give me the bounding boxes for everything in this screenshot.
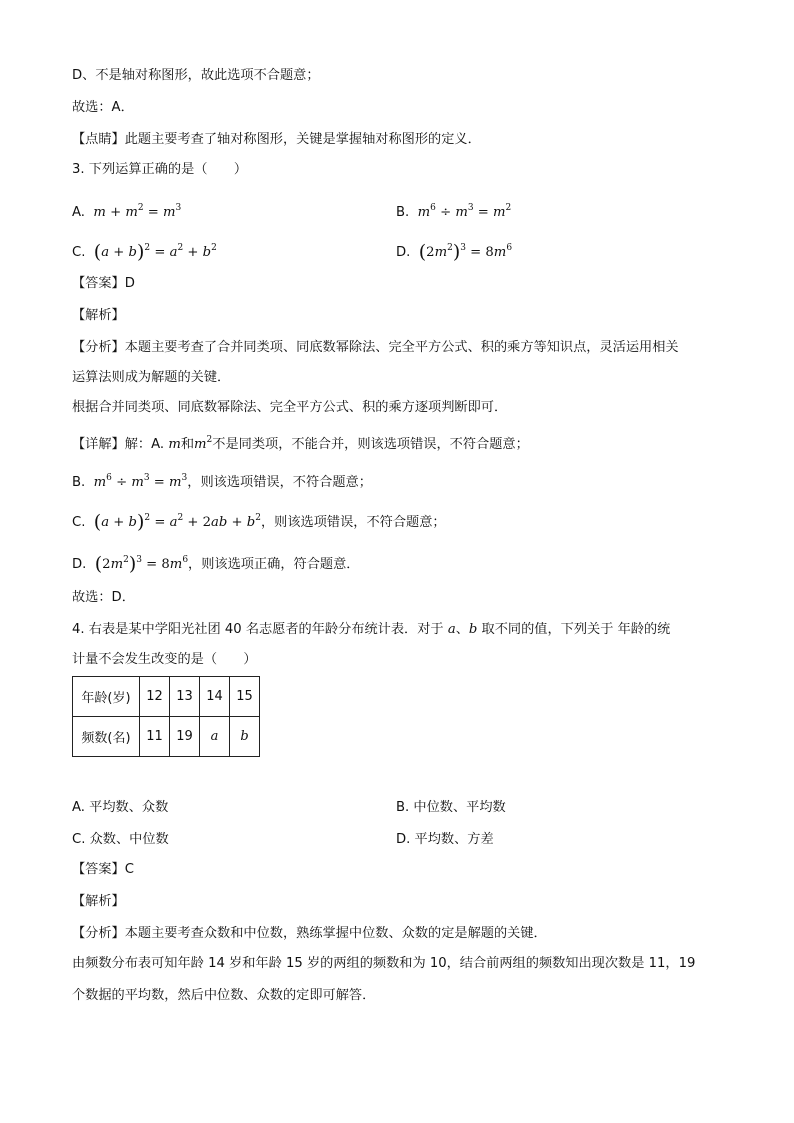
q3-fenxi-line-1: 【分析】本题主要考查了合并同类项、同底数幂除法、完全平方公式、积的乘方等知识点，灵活运用相关 xyxy=(72,340,679,355)
q3-option-a-label: A. xyxy=(72,205,85,220)
q3-option-c xyxy=(72,238,217,263)
table-header-age: 年龄(岁) xyxy=(73,677,140,717)
q3-detail-d-expr: $(2m^2)^3 = 8m^6$ xyxy=(94,553,189,575)
q3-answer: 【答案】D xyxy=(72,276,135,291)
q3-detail-d-rest: ，则该选项正确，符合题意． xyxy=(188,557,360,572)
prev-comment: 【点睛】此题主要考查了轴对称图形，关键是掌握轴对称图形的定义． xyxy=(72,132,481,147)
q4-option-a: A. 平均数、众数 xyxy=(72,800,169,815)
table-row xyxy=(73,677,260,717)
q3-detail-b-label: B. xyxy=(72,475,86,490)
table-cell: 15 xyxy=(230,677,260,717)
q3-detail-a-and: 和 xyxy=(180,437,195,452)
q3-detail-d-label: D. xyxy=(72,557,87,572)
prev-choice: 故选：A． xyxy=(72,100,134,115)
prev-line-d: D、不是轴对称图形，故此选项不合题意； xyxy=(72,68,320,83)
q3-detail-d xyxy=(72,550,359,575)
q3-option-a-expr: $m + m^2 = m^3$ xyxy=(93,203,182,220)
q4-answer: 【答案】C xyxy=(72,862,134,877)
table-cell: 19 xyxy=(170,717,200,757)
q4-stem-rest: 取不同的值，下列关于 年龄的统 xyxy=(481,622,671,637)
table-cell: 14 xyxy=(200,677,230,717)
q3-option-a xyxy=(72,198,181,223)
q3-option-b xyxy=(396,198,511,223)
q3-analysis-heading: 【解析】 xyxy=(72,308,125,323)
q4-stem-text: 4. 右表是某中学阳光社团 40 名志愿者的年龄分布统计表．对于 xyxy=(72,622,444,637)
table-cell: 13 xyxy=(170,677,200,717)
q3-option-d xyxy=(396,238,512,263)
q3-detail-c-label: C. xyxy=(72,515,86,530)
q3-detail-b xyxy=(72,468,372,493)
table-cell: 11 xyxy=(140,717,170,757)
q4-option-d: D. 平均数、方差 xyxy=(396,832,494,847)
q3-stem: 3. 下列运算正确的是（ ） xyxy=(72,162,248,177)
q4-stem-sep: 、 xyxy=(455,622,469,637)
q3-detail-a xyxy=(72,430,529,455)
q3-detail-a-prefix: 【详解】解：A. xyxy=(72,437,165,452)
q3-option-b-label: B. xyxy=(396,205,410,220)
table-row xyxy=(73,717,260,757)
q3-option-c-label: C. xyxy=(72,245,86,260)
table-cell: 12 xyxy=(140,677,170,717)
q4-option-c: C. 众数、中位数 xyxy=(72,832,169,847)
table-cell: a xyxy=(200,717,230,757)
q4-stem-var-b: b xyxy=(468,622,478,637)
q4-reason-line-2: 个数据的平均数，然后中位数、众数的定即可解答． xyxy=(72,988,376,1003)
age-frequency-table xyxy=(72,676,260,757)
q3-detail-a-term1: m xyxy=(168,437,181,452)
q3-detail-b-rest: ，则该选项错误，不符合题意； xyxy=(187,475,372,490)
q3-option-b-expr: $m^6 \div m^3 = m^2$ xyxy=(417,203,512,220)
q4-option-b: B. 中位数、平均数 xyxy=(396,800,506,815)
q4-stem-line-1 xyxy=(72,620,670,640)
table-cell: b xyxy=(230,717,260,757)
q3-option-d-expr: $(2m^2)^3 = 8m^6$ xyxy=(418,241,513,263)
q3-option-c-expr: $(a + b)^2 = a^2 + b^2$ xyxy=(93,241,217,263)
q3-detail-c-rest: ，则该选项错误，不符合题意； xyxy=(260,515,446,530)
q3-detail-c-expr: $(a + b)^2 = a^2 + 2ab + b^2$ xyxy=(93,511,261,533)
q4-stem-line-2: 计量不会发生改变的是（ ） xyxy=(72,652,257,667)
q3-detail-a-rest: 不是同类项，不能合并，则该选项错误，不符合题意； xyxy=(212,437,529,452)
q3-fenxi-line-2: 运算法则成为解题的关键． xyxy=(72,370,231,385)
q3-detail-c xyxy=(72,508,446,533)
q3-choice: 故选：D． xyxy=(72,590,135,605)
q4-stem-var-a: a xyxy=(447,622,456,637)
q4-reason-line-1: 由频数分布表可知年龄 14 岁和年龄 15 岁的两组的频数和为 10，结合前两组的频数知出现次数是 11，19 xyxy=(72,956,696,971)
q3-option-d-label: D. xyxy=(396,245,411,260)
table-header-frequency: 频数(名) xyxy=(73,717,140,757)
q3-detail-a-term2: $m^2$ xyxy=(194,435,213,452)
q4-analysis-heading: 【解析】 xyxy=(72,894,125,909)
q3-method: 根据合并同类项、同底数幂除法、完全平方公式、积的乘方逐项判断即可． xyxy=(72,400,508,415)
q3-detail-b-expr: $m^6 \div m^3 = m^3$ xyxy=(93,473,188,490)
q4-fenxi: 【分析】本题主要考查众数和中位数，熟练掌握中位数、众数的定是解题的关键． xyxy=(72,926,547,941)
